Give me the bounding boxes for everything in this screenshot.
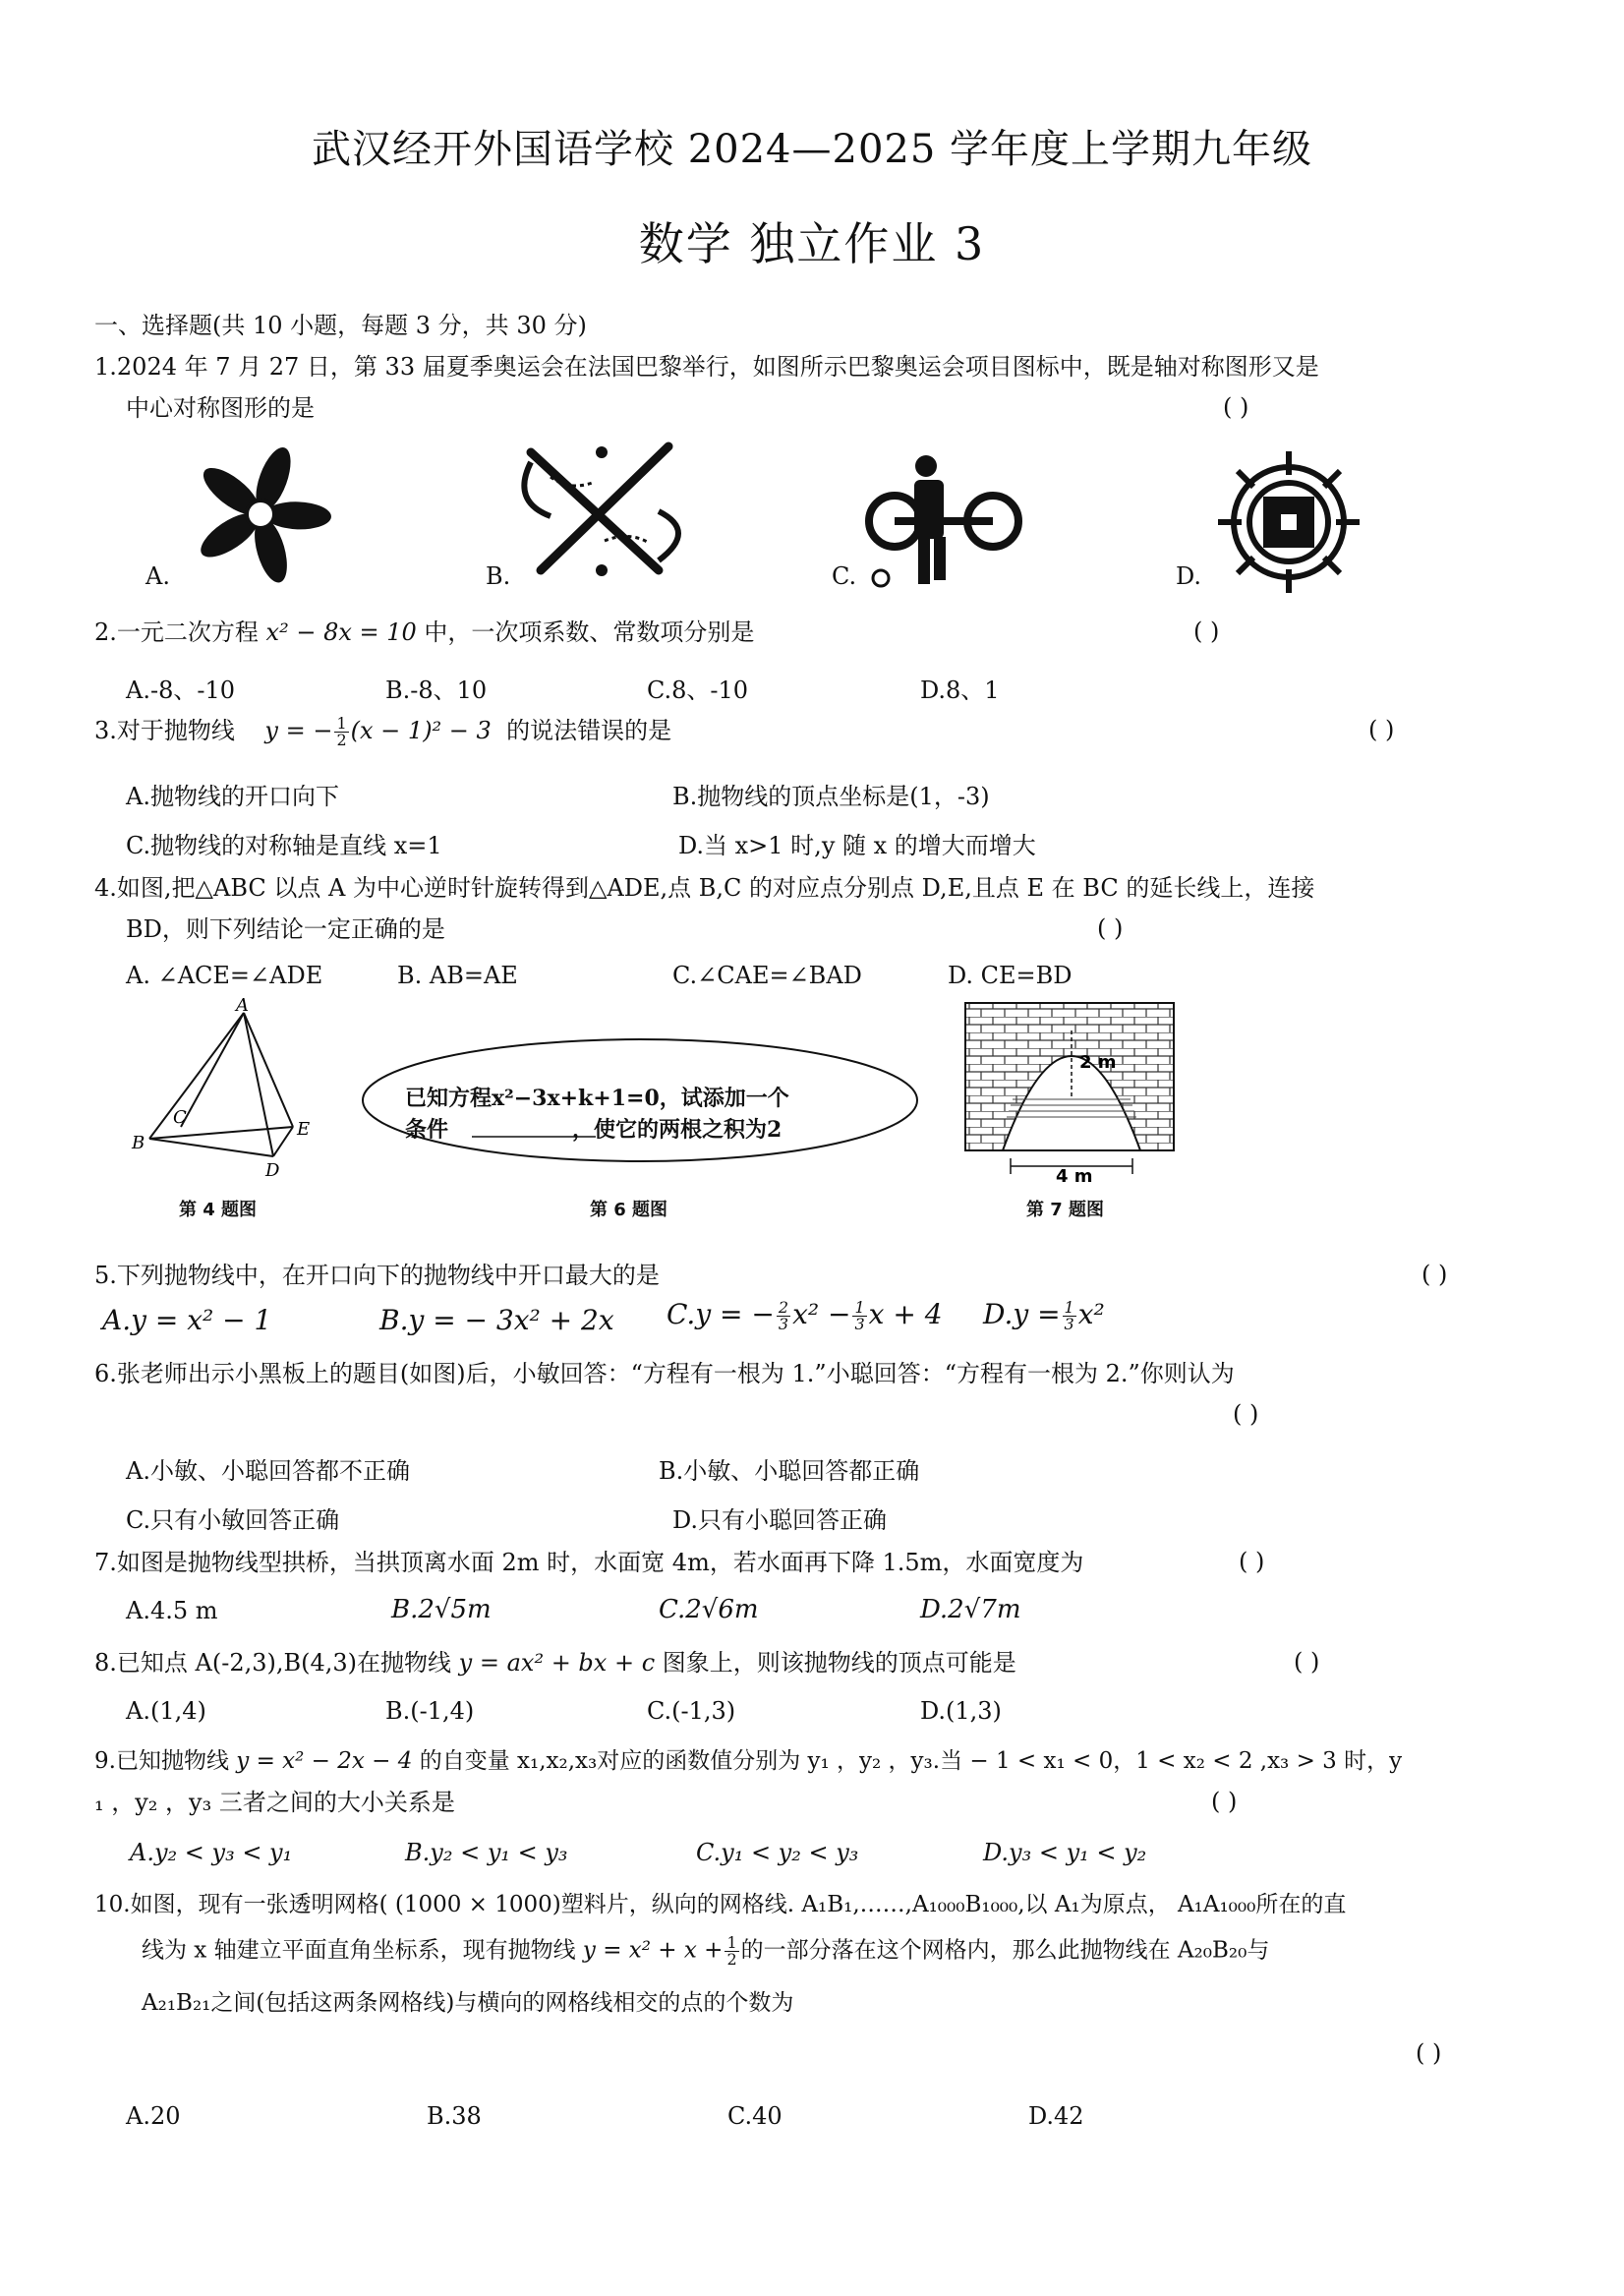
q10-line3: A₂₁B₂₁之间(包括这两条网格线)与横向的网格线相交的点的个数为	[142, 1990, 794, 2016]
q8-answer-paren: ( )	[1294, 1648, 1320, 1676]
q10-opt-d: D.42	[1028, 2102, 1084, 2130]
q1-opt-a: A.	[145, 562, 170, 590]
q1-opt-c: C.	[832, 562, 857, 590]
q5-opt-a: A.y = x² − 1	[102, 1304, 272, 1336]
q5-answer-paren: ( )	[1421, 1261, 1448, 1288]
q5-opt-b: B.y = − 3x² + 2x	[379, 1304, 614, 1336]
fig6-text-line2: 条件 ，使它的两根之积为2	[405, 1117, 783, 1143]
q10-line1: 10.如图，现有一张透明网格( (1000 × 1000)塑料片，纵向的网格线. A₁B₁,……,A₁₀₀₀B₁₀₀₀,以 A₁为原点， A₁A₁₀₀₀所在的直	[94, 1892, 1347, 1917]
q6-opt-d: D.只有小聪回答正确	[672, 1506, 888, 1534]
fig7-height-label: 2 m	[1079, 1052, 1117, 1073]
q4-opt-c: C.∠CAE=∠BAD	[672, 962, 862, 989]
q7-answer-paren: ( )	[1239, 1548, 1265, 1575]
exam-title: 武汉经开外国语学校 2024—2025 学年度上学期九年级	[311, 127, 1313, 172]
q1-opt-b: B.	[486, 562, 511, 590]
q2-opt-b: B.-8、10	[385, 677, 488, 704]
q4-opt-a: A. ∠ACE=∠ADE	[126, 962, 323, 989]
fig4-label-d: D	[265, 1160, 280, 1181]
q10-opt-b: B.38	[427, 2102, 482, 2130]
q3-opt-d: D.当 x>1 时,y 随 x 的增大而增大	[678, 832, 1036, 859]
q10-opt-c: C.40	[727, 2102, 783, 2130]
q8-opt-b: B.(-1,4)	[385, 1697, 475, 1725]
pinwheel-icon	[177, 441, 344, 588]
q10-line2: 线为 x 轴建立平面直角坐标系，现有抛物线 y = x² + x + $\frac{1}{2}$ 的一部分落在这个网格内，那么此抛物线在 A₂₀B₂₀与	[142, 1933, 1270, 1969]
q2-answer-paren: ( )	[1193, 618, 1220, 645]
fig4-label-b: B	[132, 1133, 145, 1153]
q1-opt-d: D.	[1176, 562, 1202, 590]
q8-equation: y = ax² + bx + c	[458, 1649, 656, 1677]
q9-opt-a: A.y₂ < y₃ < y₁	[130, 1839, 293, 1866]
q9-opt-d: D.y₃ < y₁ < y₂	[983, 1839, 1147, 1866]
q3-opt-b: B.抛物线的顶点坐标是(1，-3)	[672, 783, 990, 810]
fig4-label-c: C	[173, 1107, 187, 1128]
fig4-caption: 第 4 题图	[179, 1200, 258, 1220]
q8-stem: 8.已知点 A(-2,3),B(4,3)在抛物线 y = ax² + bx + c 图象上，则该抛物线的顶点可能是	[94, 1649, 1016, 1677]
target-icon	[1215, 448, 1363, 596]
q5-opt-d: D.y = $\frac{1}{3}$ x²	[983, 1298, 1105, 1333]
q3-answer-paren: ( )	[1368, 716, 1395, 743]
fig7-caption: 第 7 题图	[1026, 1200, 1105, 1220]
q7-opt-a: A.4.5 m	[126, 1597, 218, 1624]
fig4-label-e: E	[297, 1119, 311, 1140]
fig7-width-label: 4 m	[1056, 1166, 1093, 1187]
q8-opt-a: A.(1,4)	[126, 1697, 206, 1725]
section-heading: 一、选择题(共 10 小题，每题 3 分，共 30 分)	[94, 312, 587, 339]
exam-subtitle: 数学 独立作业 3	[638, 217, 986, 270]
q7-stem: 7.如图是抛物线型拱桥，当拱顶离水面 2m 时，水面宽 4m，若水面再下降 1.5m，水面宽度为	[94, 1549, 1084, 1576]
q8-opt-c: C.(-1,3)	[647, 1697, 736, 1725]
fig6-text-line1: 已知方程x²−3x+k+1=0，试添加一个	[405, 1086, 789, 1111]
q3-fraction: $\frac{1}{2}$	[336, 714, 347, 749]
q9-stem: 9.已知抛物线 y = x² − 2x − 4 的自变量 x₁,x₂,x₃对应的函数值分别为 y₁ ，y₂ ，y₃.当 − 1 < x₁ < 0，1 < x₂ < 2 ,x₃ > 3 时，y	[94, 1748, 1403, 1774]
q7-opt-c: C.2√6m	[659, 1595, 759, 1624]
q4-opt-b: B. AB=AE	[397, 962, 518, 989]
q4-line2: BD，则下列结论一定正确的是	[126, 915, 445, 943]
q4-line1: 4.如图,把△ABC 以点 A 为中心逆时针旋转得到△ADE,点 B,C 的对应点分别点 D,E,且点 E 在 BC 的延长线上，连接	[94, 874, 1315, 902]
q6-opt-a: A.小敏、小聪回答都不正确	[126, 1457, 410, 1485]
q8-opt-d: D.(1,3)	[920, 1697, 1002, 1725]
q9-opt-b: B.y₂ < y₁ < y₃	[405, 1839, 568, 1866]
q9-answer-paren: ( )	[1211, 1788, 1238, 1815]
q2-opt-d: D.8、1	[920, 677, 1000, 704]
q10-answer-paren: ( )	[1416, 2039, 1442, 2067]
q7-opt-b: B.2√5m	[391, 1595, 492, 1624]
q1-line1: 1.2024 年 7 月 27 日，第 33 届夏季奥运会在法国巴黎举行，如图所示巴黎奥运会项目图标中，既是轴对称图形又是	[94, 353, 1319, 381]
q4-answer-paren: ( )	[1097, 914, 1124, 942]
q2-equation: x² − 8x = 10	[265, 618, 417, 646]
q5-opt-c: C.y = − $\frac{2}{3}$ x² − $\frac{1}{3}$ x + 4	[667, 1298, 943, 1333]
fig6-caption: 第 6 题图	[590, 1200, 668, 1220]
q6-stem: 6.张老师出示小黑板上的题目(如图)后，小敏回答：“方程有一根为 1.”小聪回答：“方程有一根为 2.”你则认为	[94, 1360, 1235, 1387]
q9-line2: ₁ ，y₂ ，y₃ 三者之间的大小关系是	[94, 1789, 455, 1816]
q3-opt-c: C.抛物线的对称轴是直线 x=1	[126, 832, 442, 859]
q5-stem: 5.下列抛物线中，在开口向下的抛物线中开口最大的是	[94, 1262, 660, 1289]
q6-answer-paren: ( )	[1233, 1400, 1259, 1428]
q2-opt-c: C.8、-10	[647, 677, 749, 704]
q6-opt-c: C.只有小敏回答正确	[126, 1506, 340, 1534]
q1-answer-paren: ( )	[1223, 393, 1249, 421]
q3-opt-a: A.抛物线的开口向下	[126, 783, 339, 810]
q9-equation: y = x² − 2x − 4	[236, 1748, 413, 1774]
q3-stem: 3.对于抛物线 y = − $\frac{1}{2}$ (x − 1)² − 3 的说法错误的是	[94, 714, 672, 749]
fig4-triangle-diagram	[128, 995, 344, 1181]
hockey-icon	[511, 433, 688, 590]
cyclist-icon	[857, 452, 1034, 595]
fig7-arch-bridge	[963, 1001, 1176, 1187]
q10-opt-a: A.20	[126, 2102, 181, 2130]
q1-line2: 中心对称图形的是	[126, 394, 315, 422]
q7-opt-d: D.2√7m	[920, 1595, 1021, 1624]
q2-opt-a: A.-8、-10	[126, 677, 235, 704]
q9-opt-c: C.y₁ < y₂ < y₃	[696, 1839, 859, 1866]
fig4-label-a: A	[236, 995, 249, 1016]
q2-stem: 2.一元二次方程 x² − 8x = 10 中，一次项系数、常数项分别是	[94, 618, 755, 646]
q4-opt-d: D. CE=BD	[948, 962, 1073, 989]
q6-opt-b: B.小敏、小聪回答都正确	[659, 1457, 920, 1485]
